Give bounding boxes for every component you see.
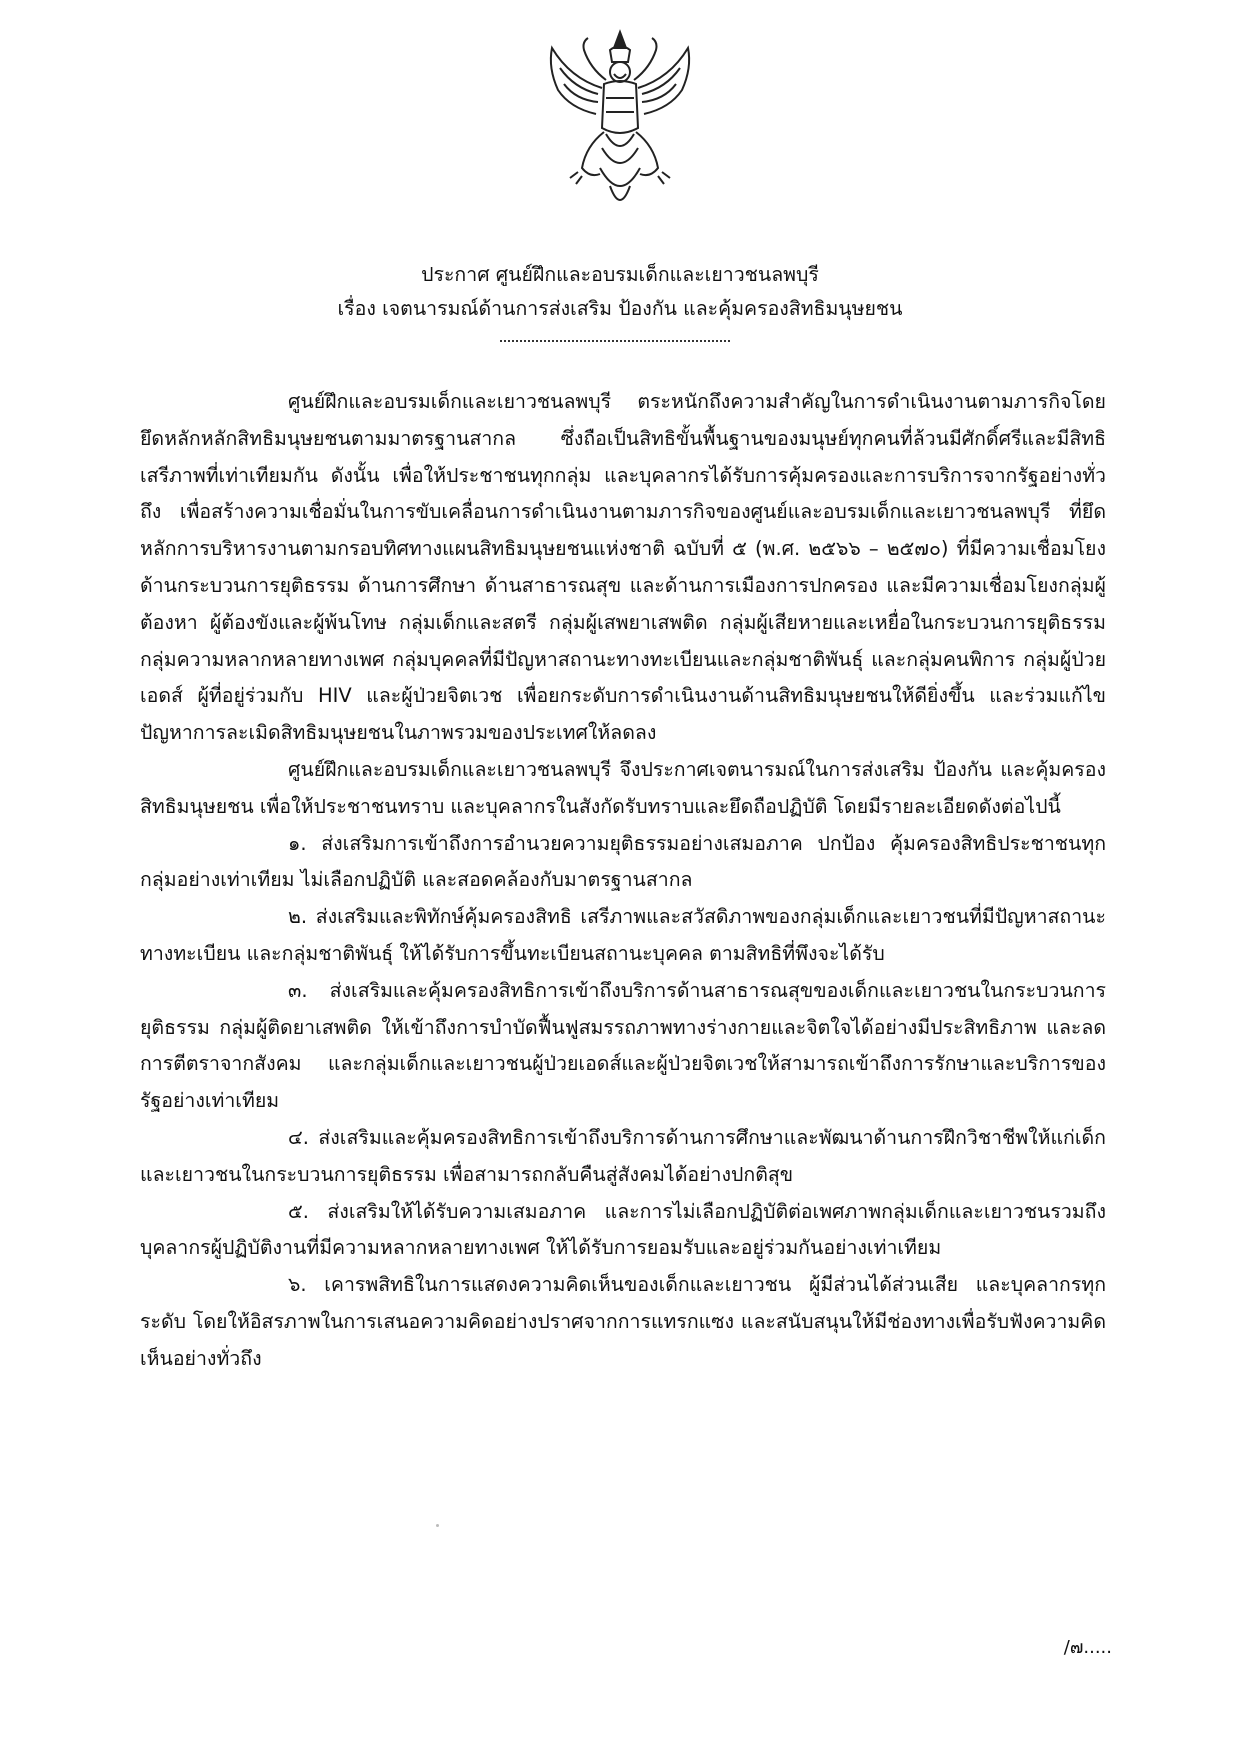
dotted-divider	[500, 340, 730, 342]
announcement-body	[140, 384, 1106, 1378]
announcement-title: ประกาศ ศูนย์ฝึกและอบรมเด็กและเยาวชนลพบุรี	[421, 263, 819, 286]
page-continuation: /๗.....	[1063, 1637, 1112, 1658]
announcement-subject: เรื่อง เจตนารมณ์ด้านการส่งเสริม ป้องกัน และคุ้มครองสิทธิมนุษยชน	[337, 297, 903, 320]
intro-paragraph: ศูนย์ฝึกและอบรมเด็กและเยาวชนลพบุรี ตระหนักถึงความสำคัญในการดำเนินงานตามภารกิจโดยยึดหลักหลักสิทธิมนุษยชนตามมาตรฐานสากล ซึ่งถือเป็นสิทธิขั้นพื้นฐานของมนุษย์ทุกคนที่ล้วนมีศักดิ์ศรีและมีสิทธิเสรีภาพที่เท่าเทียมกัน ดังนั้น เพื่อให้ประชาชนทุกกลุ่ม และบุคลากรได้รับการคุ้มครองและการบริการจากรัฐอย่างทั่วถึง เพื่อสร้างความเชื่อมั่นในการขับเคลื่อนการดำเนินงานตามภารกิจของศูนย์และอบรมเด็กและเยาวชนลพบุรี ที่ยึดหลักการบริหารงานตามกรอบทิศทางแผนสิทธิมนุษยชนแห่งชาติ ฉบับที่ ๕ (พ.ศ. ๒๕๖๖ – ๒๕๗๐) ที่มีความเชื่อมโยงด้านกระบวนการยุติธรรม ด้านการศึกษา ด้านสาธารณสุข และด้านการเมืองการปกครอง และมีความเชื่อมโยงกลุ่มผู้ต้องหา ผู้ต้องขังและผู้พ้นโทษ กลุ่มเด็กและสตรี กลุ่มผู้เสพยาเสพติด กลุ่มผู้เสียหายและเหยื่อในกระบวนการยุติธรรม กลุ่มความหลากหลายทางเพศ กลุ่มบุคคลที่มีปัญหาสถานะทางทะเบียนและกลุ่มชาติพันธุ์ และกลุ่มคนพิการ กลุ่มผู้ป่วยเอดส์ ผู้ที่อยู่ร่วมกับ HIV และผู้ป่วยจิตเวช เพื่อยกระดับการดำเนินงานด้านสิทธิมนุษยชนให้ดียิ่งขึ้น และร่วมแก้ไขปัญหาการละเมิดสิทธิมนุษยชนในภาพรวมของประเทศให้ลดลง	[140, 390, 1106, 745]
declaration-paragraph: ศูนย์ฝึกและอบรมเด็กและเยาวชนลพบุรี จึงประกาศเจตนารมณ์ในการส่งเสริม ป้องกัน และคุ้มครองสิทธิมนุษยชน เพื่อให้ประชาชนทราบ และบุคลากรในสังกัดรับทราบและยึดถือปฏิบัติ โดยมีรายละเอียดดังต่อไปนี้	[140, 757, 1106, 818]
list-item: ๓. ส่งเสริมและคุ้มครองสิทธิการเข้าถึงบริการด้านสาธารณสุขของเด็กและเยาวชนในกระบวนการยุติธรรม กลุ่มผู้ติดยาเสพติด ให้เข้าถึงการบำบัดฟื้นฟูสมรรถภาพทางร่างกายและจิตใจได้อย่างมีประสิทธิภาพ และลดการตีตราจากสังคม และกลุ่มเด็กและเยาวชนผู้ป่วยเอดส์และผู้ป่วยจิตเวชให้สามารถเข้าถึงการรักษาและบริการของรัฐอย่างเท่าเทียม	[140, 978, 1106, 1113]
list-item: ๔. ส่งเสริมและคุ้มครองสิทธิการเข้าถึงบริการด้านการศึกษาและพัฒนาด้านการฝึกวิชาชีพให้แก่เด็กและเยาวชนในกระบวนการยุติธรรม เพื่อสามารถกลับคืนสู่สังคมได้อย่างปกติสุข	[140, 1125, 1106, 1186]
list-item: ๑. ส่งเสริมการเข้าถึงการอำนวยความยุติธรรมอย่างเสมอภาค ปกป้อง คุ้มครองสิทธิประชาชนทุกกลุ่มอย่างเท่าเทียม ไม่เลือกปฏิบัติ และสอดคล้องกับมาตรฐานสากล	[140, 831, 1106, 892]
scan-speck	[436, 1524, 439, 1527]
list-item: ๒. ส่งเสริมและพิทักษ์คุ้มครองสิทธิ เสรีภาพและสวัสดิภาพของกลุ่มเด็กและเยาวชนที่มีปัญหาสถานะทางทะเบียน และกลุ่มชาติพันธุ์ ให้ได้รับการขึ้นทะเบียนสถานะบุคคล ตามสิทธิที่พึงจะได้รับ	[140, 905, 1106, 965]
list-item: ๖. เคารพสิทธิในการแสดงความคิดเห็นของเด็กและเยาวชน ผู้มีส่วนได้ส่วนเสีย และบุคลากรทุกระดับ โดยให้อิสรภาพในการเสนอความคิดอย่างปราศจากการแทรกแซง และสนับสนุนให้มีช่องทางเพื่อรับฟังความคิดเห็นอย่างทั่วถึง	[140, 1273, 1106, 1370]
list-item: ๕. ส่งเสริมให้ได้รับความเสมอภาค และการไม่เลือกปฏิบัติต่อเพศภาพกลุ่มเด็กและเยาวชนรวมถึงบุคลากรผู้ปฏิบัติงานที่มีความหลากหลายทางเพศ ให้ได้รับการยอมรับและอยู่ร่วมกันอย่างเท่าเทียม	[140, 1199, 1106, 1260]
announcement-heading	[0, 258, 1240, 326]
garuda-emblem-icon	[540, 28, 700, 220]
